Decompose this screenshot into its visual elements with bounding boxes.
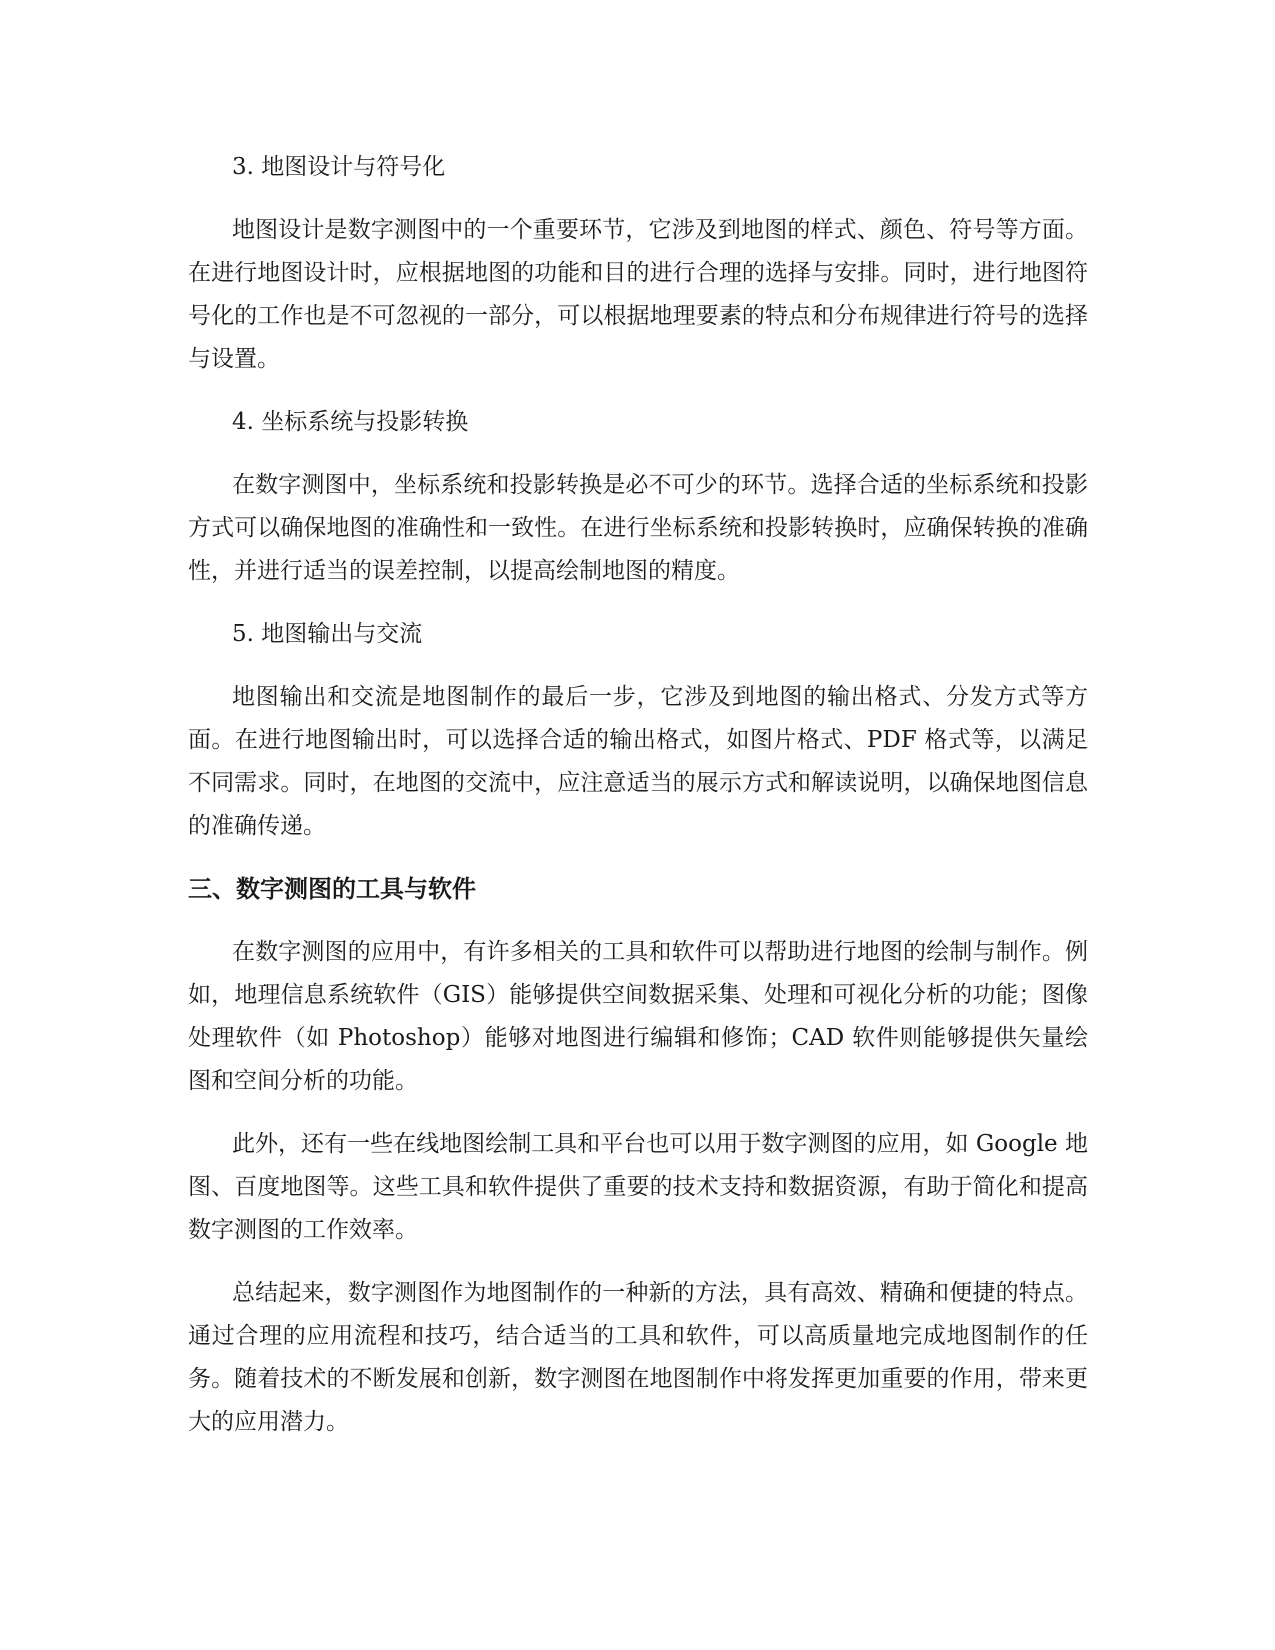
- subheading-coordinate-projection: 4. 坐标系统与投影转换: [232, 409, 469, 435]
- subheading-map-output: 5. 地图输出与交流: [232, 621, 423, 647]
- paragraph-map-output: 地图输出和交流是地图制作的最后一步，它涉及到地图的输出格式、分发方式等方面。在进行地图输出时，可以选择合适的输出格式，如图片格式、PDF 格式等，以满足不同需求。同时，在地图的交流中，应注意适当的展示方式和解读说明，以确保地图信息的准确传递。: [188, 684, 1088, 839]
- paragraph-online-tools: 此外，还有一些在线地图绘制工具和平台也可以用于数字测图的应用，如 Google 地图、百度地图等。这些工具和软件提供了重要的技术支持和数据资源，有助于简化和提高数字测图的工作效率。: [188, 1131, 1088, 1243]
- paragraph-tools-software: 在数字测图的应用中，有许多相关的工具和软件可以帮助进行地图的绘制与制作。例如，地理信息系统软件（GIS）能够提供空间数据采集、处理和可视化分析的功能；图像处理软件（如 Photoshop）能够对地图进行编辑和修饰；CAD 软件则能够提供矢量绘图和空间分析的功能。: [188, 939, 1088, 1094]
- paragraph-conclusion: 总结起来，数字测图作为地图制作的一种新的方法，具有高效、精确和便捷的特点。通过合理的应用流程和技巧，结合适当的工具和软件，可以高质量地完成地图制作的任务。随着技术的不断发展和创新，数字测图在地图制作中将发挥更加重要的作用，带来更大的应用潜力。: [188, 1280, 1088, 1435]
- paragraph-coordinate-projection: 在数字测图中，坐标系统和投影转换是必不可少的环节。选择合适的坐标系统和投影方式可以确保地图的准确性和一致性。在进行坐标系统和投影转换时，应确保转换的准确性，并进行适当的误差控制，以提高绘制地图的精度。: [188, 472, 1088, 584]
- document-body: [188, 146, 1088, 1464]
- section-heading-tools-software: 三、数字测图的工具与软件: [188, 875, 476, 903]
- paragraph-map-design: 地图设计是数字测图中的一个重要环节，它涉及到地图的样式、颜色、符号等方面。在进行地图设计时，应根据地图的功能和目的进行合理的选择与安排。同时，进行地图符号化的工作也是不可忽视的一部分，可以根据地理要素的特点和分布规律进行符号的选择与设置。: [188, 217, 1088, 372]
- subheading-map-design: 3. 地图设计与符号化: [232, 154, 446, 180]
